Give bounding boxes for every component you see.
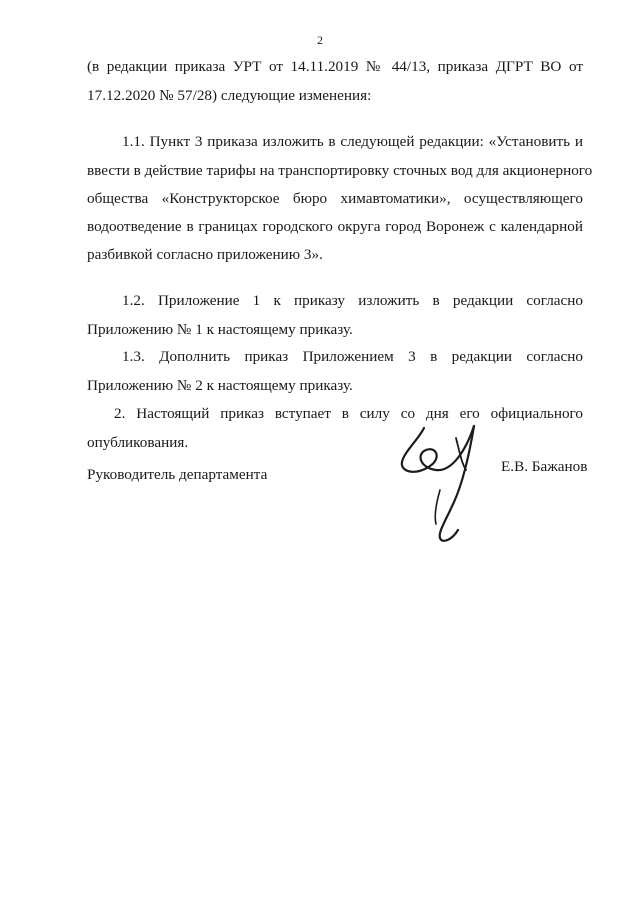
signer-position: Руководитель департамента [87, 466, 268, 483]
text-line-11: Приложению № 2 к настоящему приказу. [87, 377, 353, 394]
text-line-7: разбивкой согласно приложению 3». [87, 246, 323, 263]
text-line-10: 1.3. Дополнить приказ Приложением 3 в редакции согласно [122, 348, 583, 365]
text-line-5: общества «Конструкторское бюро химавтоматики», осуществляющего [87, 190, 583, 207]
text-line-12: 2. Настоящий приказ вступает в силу со дня его официального [114, 405, 583, 422]
text-line-9: Приложению № 1 к настоящему приказу. [87, 321, 353, 338]
text-line-6: водоотведение в границах городского округа город Воронеж с календарной [87, 218, 583, 235]
text-line-1: (в редакции приказа УРТ от 14.11.2019 № 44/13, приказа ДГРТ ВО от [87, 58, 583, 75]
text-line-4: ввести в действие тарифы на транспортировку сточных вод для акционерного [87, 162, 593, 179]
text-line-3: 1.1. Пункт 3 приказа изложить в следующей редакции: «Установить и [122, 133, 583, 150]
page-number: 2 [317, 33, 323, 47]
text-line-13: опубликования. [87, 434, 189, 451]
text-line-8: 1.2. Приложение 1 к приказу изложить в редакции согласно [122, 292, 583, 309]
text-line-2: 17.12.2020 № 57/28) следующие изменения: [87, 87, 372, 104]
handwritten-signature [396, 420, 496, 550]
signer-name: Е.В. Бажанов [501, 458, 588, 475]
